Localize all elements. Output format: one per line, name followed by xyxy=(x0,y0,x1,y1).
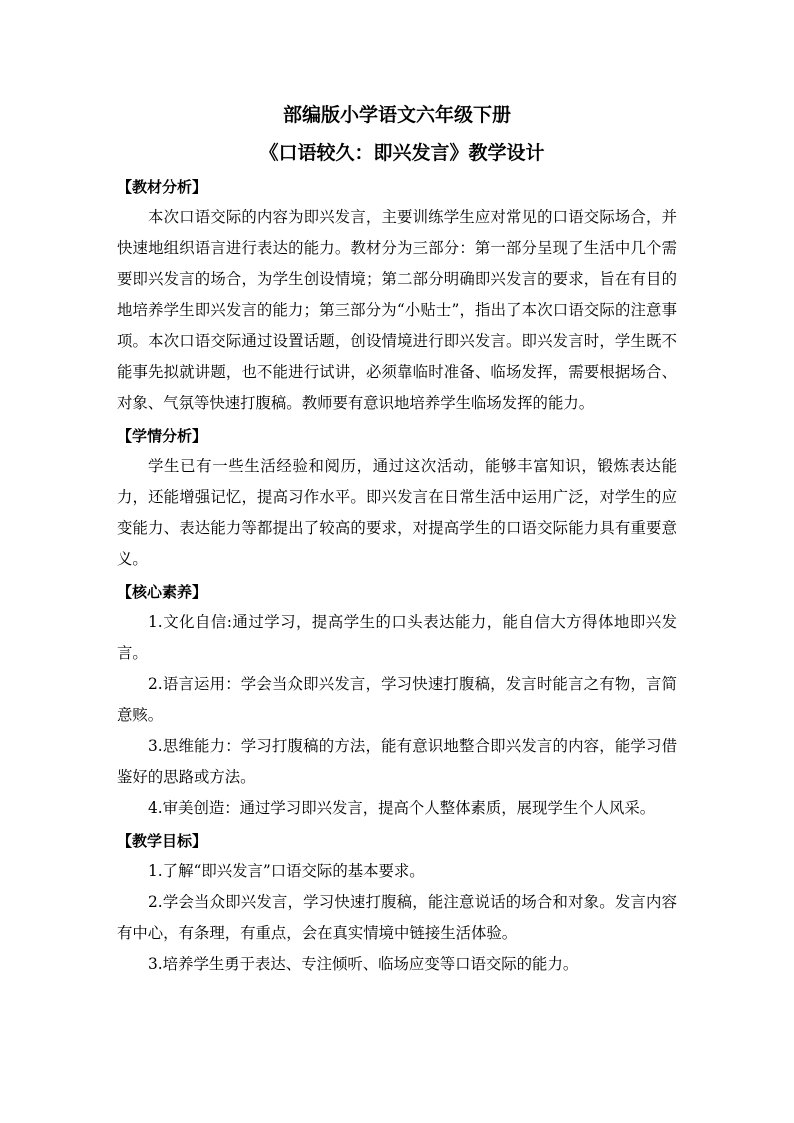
section-paragraph: 学生已有一些生活经验和阅历，通过这次活动，能够丰富知识，锻炼表达能力，还能增强记忆，提高习作水平。即兴发言在日常生活中运用广泛，对学生的应变能力、表达能力等都提出了较高的要求，对提高学生的口语交际能力具有重要意义。 xyxy=(117,457,677,568)
section-core-literacy xyxy=(117,577,677,824)
section-heading: 【教学目标】 xyxy=(117,832,208,850)
list-item: 1.文化自信:通过学习，提高学生的口头表达能力，能自信大方得体地即兴发言。 xyxy=(117,613,677,662)
list-item: 1.了解“即兴发言”口语交际的基本要求。 xyxy=(148,862,425,880)
list-item: 4.审美创造：通过学习即兴发言，提高个人整体素质，展现学生个人风采。 xyxy=(148,799,656,817)
section-student-analysis xyxy=(117,421,677,575)
document-page xyxy=(117,96,677,980)
document-subtitle: 《口语较久：即兴发言》教学设计 xyxy=(259,142,545,164)
document-title: 部编版小学语文六年级下册 xyxy=(282,104,511,126)
list-item: 2.语言运用：学会当众即兴发言，学习快速打腹稿，发言时能言之有物，言简意赅。 xyxy=(117,675,677,724)
list-item: 2.学会当众即兴发言，学习快速打腹稿，能注意说话的场合和对象。发言内容有中心，有条理，有重点，会在真实情境中链接生活体验。 xyxy=(117,893,677,942)
section-heading: 【学情分析】 xyxy=(117,427,208,445)
section-paragraph: 本次口语交际的内容为即兴发言，主要训练学生应对常见的口语交际场合，并快速地组织语言进行表达的能力。教材分为三部分：第一部分呈现了生活中几个需要即兴发言的场合，为学生创设情境；第二部分明确即兴发言的要求，旨在有目的地培养学生即兴发言的能力；第三部分为“小贴士”，指出了本次口语交际的注意事项。本次口语交际通过设置话题，创设情境进行即兴发言。即兴发言时，学生既不能事先拟就讲题，也不能进行试讲，必须靠临时准备、临场发挥，需要根据场合、对象、气氛等快速打腹稿。教师要有意识地培养学生临场发挥的能力。 xyxy=(117,208,677,412)
list-item: 3.培养学生勇于表达、专注倾听、临场应变等口语交际的能力。 xyxy=(148,955,579,973)
list-item: 3.思维能力：学习打腹稿的方法，能有意识地整合即兴发言的内容，能学习借鉴好的思路或方法。 xyxy=(117,737,677,786)
section-heading: 【核心素养】 xyxy=(117,583,208,601)
section-textbook-analysis xyxy=(117,172,677,419)
section-teaching-goals xyxy=(117,826,677,980)
section-heading: 【教材分析】 xyxy=(117,178,208,196)
